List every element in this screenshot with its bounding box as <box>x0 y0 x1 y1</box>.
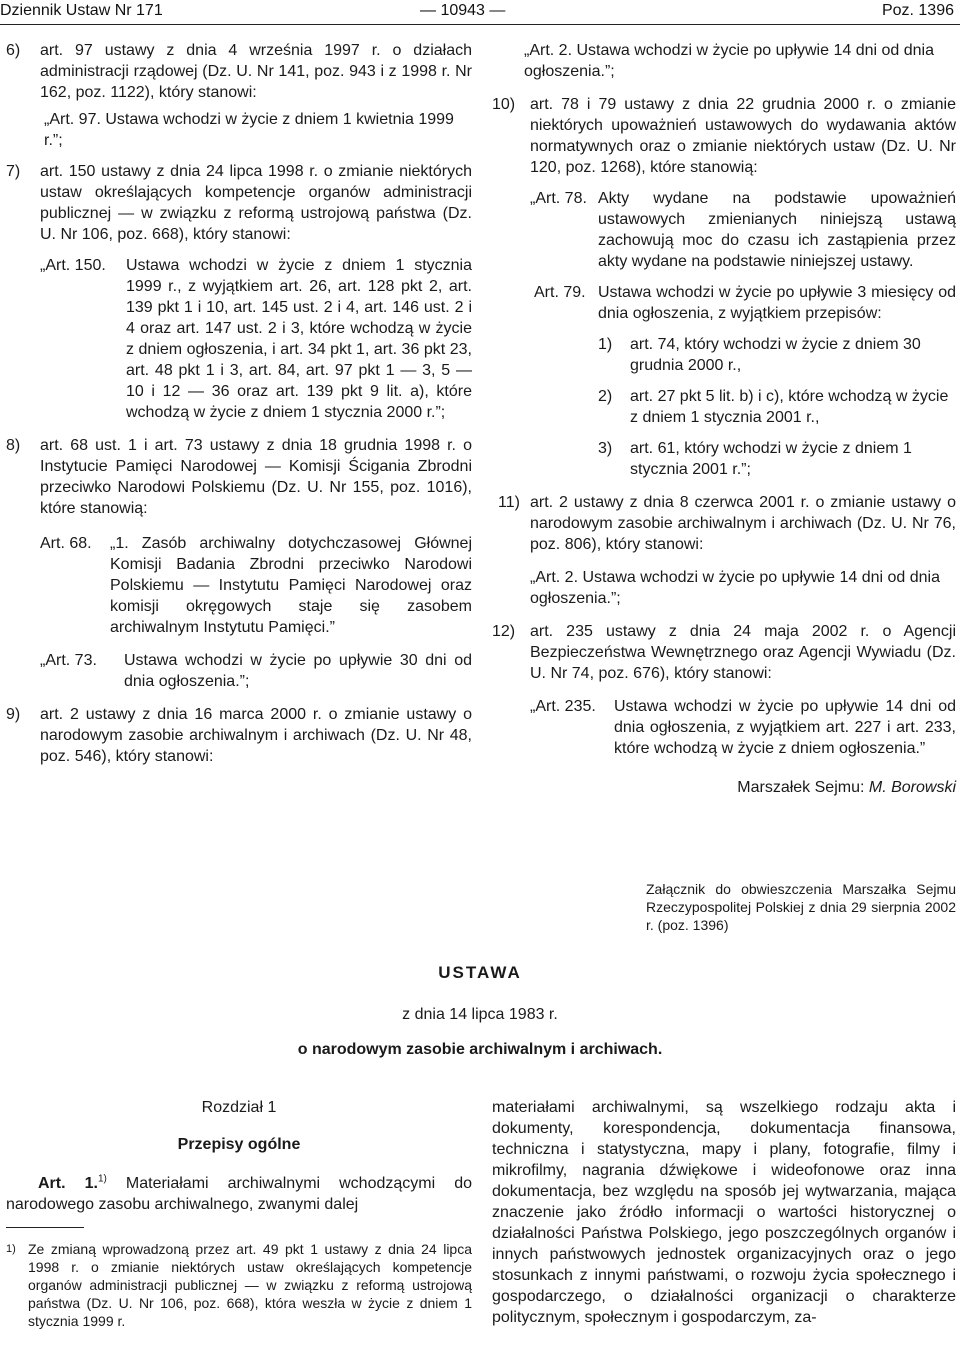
doc-title: o narodowym zasobie archiwalnym i archiwach. <box>297 1041 663 1058</box>
item-7 <box>6 161 472 423</box>
subitem-text: art. 61, który wchodzi w życie z dniem 1 stycznia 2001 r.”; <box>630 440 912 478</box>
quote-label: „Art. 235. <box>530 698 596 715</box>
item-number: 8) <box>6 437 21 454</box>
quote-block <box>40 533 472 638</box>
right-column <box>492 40 956 798</box>
footnote-rule <box>6 1227 84 1228</box>
item-text: art. 2 ustawy z dnia 8 czerwca 2001 r. o zmianie ustawy o narodowym zasobie archiwalnym i archiwach (Dz. U. Nr 76, poz. 806), który stanowi: <box>530 494 956 553</box>
footnote-text: Ze zmianą wprowadzoną przez art. 49 pkt 1 ustawy z dnia 24 lipca 1998 r. o zmianie niektórych ustaw określających kompetencje organów administracji publicznej — w związku z reformą ustrojową państwa (Dz. U. Nr 106, poz. 668), która weszła w życie z dniem 1 stycznia 1999 r. <box>28 1241 472 1329</box>
quote-block <box>530 696 956 759</box>
quote-label: „Art. 78. <box>530 190 587 207</box>
journal-title: Dziennik Ustaw Nr 171 <box>0 2 163 19</box>
quote-label: Art. 79. <box>534 284 586 301</box>
footnote-ref: 1) <box>97 1173 107 1185</box>
subitem-number: 3) <box>598 440 613 457</box>
position-number: Poz. 1396 <box>881 2 954 19</box>
subitem-number: 2) <box>598 388 613 405</box>
quote-text: Ustawa wchodzi w życie po upływie 3 miesięcy od dnia ogłoszenia, z wyjątkiem przepisów: <box>598 284 956 322</box>
bottom-left-column <box>6 1097 472 1330</box>
signature-label: Marszałek Sejmu: <box>737 779 865 796</box>
chapter-title: Przepisy ogólne <box>177 1136 301 1153</box>
item-text: art. 235 ustawy z dnia 24 maja 2002 r. o Agencji Bezpieczeństwa Wewnętrznego oraz Agencji Wywiadu (Dz. U. Nr 74, poz. 676), który stanowi: <box>530 623 956 682</box>
subitem-text: art. 27 pkt 5 lit. b) i c), które wchodzą w życie z dniem 1 stycznia 2001 r., <box>630 388 949 426</box>
item-number: 11) <box>498 494 520 511</box>
doc-date: z dnia 14 lipca 1983 r. <box>402 1006 558 1023</box>
subitem-2 <box>530 386 956 428</box>
item-11 <box>492 492 956 609</box>
item-number: 12) <box>492 623 516 640</box>
item-quote: „Art. 97. Ustawa wchodzi w życie z dniem 1 kwietnia 1999 r.”; <box>44 111 454 149</box>
quote-text: Ustawa wchodzi w życie po upływie 14 dni od dnia ogłoszenia, z wyjątkiem art. 227 i art. 233, które wchodzą w życie z dniem ogłoszenia.” <box>614 698 956 757</box>
subitem-1 <box>530 334 956 376</box>
item-quote: „Art. 2. Ustawa wchodzi w życie po upływie 14 dni od dnia ogłoszenia.”; <box>524 42 934 80</box>
item-8 <box>6 435 472 692</box>
subitem-3 <box>530 438 956 480</box>
item-text: art. 150 ustawy z dnia 24 lipca 1998 r. o zmianie niektórych ustaw określających kompetencje organów administracji publicznej — w związku z reformą ustrojową państwa (Dz. U. Nr 106, poz. 668), który stanowi: <box>40 163 472 243</box>
quote-block <box>40 650 472 692</box>
quote-text: Ustawa wchodzi w życie z dniem 1 stycznia 1999 r., z wyjątkiem art. 26, art. 128 pkt 2, art. 139 pkt 1 i 10, art. 145 ust. 2 i 4, art. 146 ust. 2 i 4 oraz art. 147 ust. 2 i 3, które wchodzą w życie z dniem ogłoszenia, i art. 34 pkt 1, art. 36 pkt 23, art. 48 pkt 1 i 3, art. 84, art. 97 pkt 1 — 3, 5 — 10 i 12 — 36 oraz art. 139 pkt 9 lit. a), które wchodzą w życie z dniem 1 stycznia 2000 r.”; <box>126 257 472 421</box>
item-quote: „Art. 2. Ustawa wchodzi w życie po upływie 14 dni od dnia ogłoszenia.”; <box>530 569 940 607</box>
quote-text: Akty wydane na podstawie upoważnień ustawowych zmienianych niniejszą ustawą zachowują moc do czasu ich zastąpienia przez akty wydane na podstawie niniejszej ustawy. <box>598 190 956 270</box>
left-column <box>6 40 472 767</box>
quote-block <box>40 255 472 423</box>
bottom-right-column <box>492 1097 956 1328</box>
quote-block <box>530 282 956 324</box>
signature <box>492 777 956 798</box>
chapter-number: Rozdział 1 <box>201 1099 277 1116</box>
item-number: 7) <box>6 163 21 180</box>
art1-label: Art. 1. <box>38 1175 98 1192</box>
item-number: 6) <box>6 42 21 59</box>
item-9 <box>6 704 472 767</box>
page-number: — 10943 — <box>420 2 506 19</box>
item-text: art. 68 ust. 1 i art. 73 ustawy z dnia 18 grudnia 1998 r. o Instytucie Pamięci Narodowej — Komisji Ścigania Zbrodni przeciwko Narodowi Polskiemu (Dz. U. Nr 155, poz. 1016), które stanowią: <box>40 437 472 517</box>
header-rule <box>0 24 960 25</box>
subitem-number: 1) <box>598 336 613 353</box>
item-10 <box>492 94 956 480</box>
signature-name: M. Borowski <box>868 779 956 796</box>
item-text: art. 2 ustawy z dnia 16 marca 2000 r. o zmianie ustawy o narodowym zasobie archiwalnym i archiwach (Dz. U. Nr 48, poz. 546), który stanowi: <box>40 706 472 765</box>
quote-label: „Art. 150. <box>40 257 106 274</box>
quote-text: „1. Zasób archiwalny dotychczasowej Głównej Komisji Badania Zbrodni przeciwko Narodowi Polskiemu — Instytutu Pamięci Narodowej oraz komisji okręgowych staje się zasobem archiwalnym Instytutu Pamięci.” <box>110 535 472 636</box>
item-6 <box>6 40 472 151</box>
item-text: art. 97 ustawy z dnia 4 września 1997 r. o działach administracji rządowej (Dz. U. Nr 141, poz. 943 i z 1998 r. Nr 162, poz. 1122), który stanowi: <box>40 42 472 101</box>
item-number: 9) <box>6 706 21 723</box>
page-header <box>0 0 960 22</box>
doc-type: USTAWA <box>438 963 522 982</box>
annex-note: Załącznik do obwieszczenia Marszałka Sejmu Rzeczypospolitej Polskiej z dnia 29 sierpnia 2002 r. (poz. 1396) <box>646 881 956 933</box>
quote-label: Art. 68. <box>40 535 92 552</box>
quote-label: „Art. 73. <box>40 652 97 669</box>
item-text: art. 78 i 79 ustawy z dnia 22 grudnia 2000 r. o zmianie niektórych upoważnień ustawowych do wydawania aktów normatywnych oraz o zmianie niektórych ustaw (Dz. U. Nr 120, poz. 1268), które stanowią: <box>530 96 956 176</box>
item-12 <box>492 621 956 759</box>
art1-text-left: Materiałami archiwalnymi wchodzącymi do narodowego zasobu archiwalnego, zwanymi dalej <box>6 1175 472 1213</box>
footnote <box>6 1240 472 1330</box>
footnote-mark: 1) <box>6 1243 16 1255</box>
quote-block <box>530 188 956 272</box>
subitem-text: art. 74, który wchodzi w życie z dniem 30 grudnia 2000 r., <box>630 336 921 374</box>
item-number: 10) <box>492 96 516 113</box>
art1-text <box>6 1173 472 1215</box>
quote-text: Ustawa wchodzi w życie po upływie 30 dni od dnia ogłoszenia.”; <box>124 652 472 690</box>
act-title-block <box>0 962 960 1060</box>
art1-text-right: materiałami archiwalnymi, są wszelkiego rodzaju akta i dokumenty, korespondencja, dokumentacja finansowa, techniczna i statystyczna, mapy i plany, fotografie, filmy i mikrofilmy, nagrania dźwiękowe i wideofonowe oraz inna dokumentacja, bez względu na sposób jej wytwarzania, mająca znaczenie jako źródło informacji o wartości historycznej o działalności Państwa Polskiego, jego poszczególnych organów i innych państwowych jednostek organizacyjnych oraz o jego stosunkach z innymi państwami, o rozwoju życia społecznego i gospodarczego, o działalności organizacji o charakterze politycznym, społecznym i gospodarczym, za- <box>492 1099 956 1326</box>
